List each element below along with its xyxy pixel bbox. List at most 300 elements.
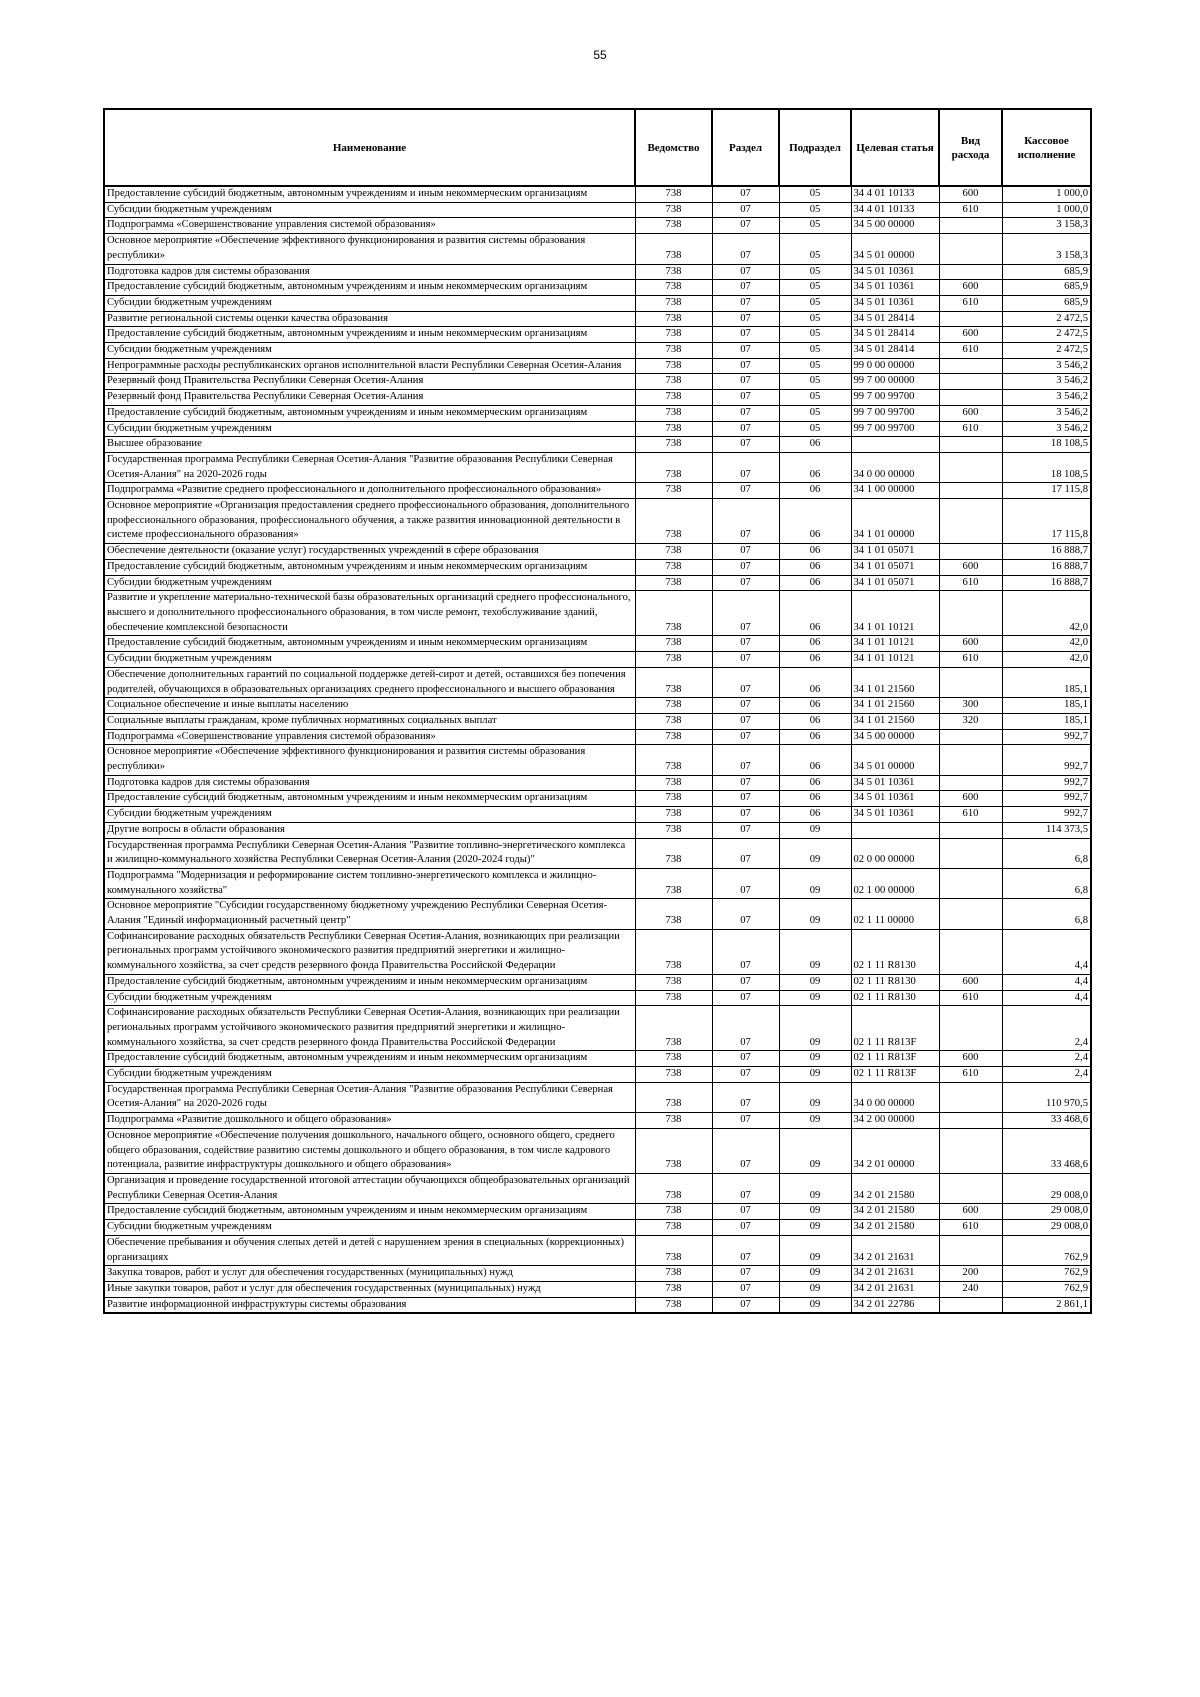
cell-razdel: 07 — [712, 234, 779, 264]
cell-name: Предоставление субсидий бюджетным, автономным учреждениям и иным некоммерческим организациям — [104, 974, 635, 990]
cell-razdel: 07 — [712, 929, 779, 974]
cell-vid-raskhoda — [939, 1082, 1002, 1112]
cell-celevaya-statya: 02 1 11 00000 — [851, 899, 939, 929]
cell-celevaya-statya: 34 2 01 00000 — [851, 1128, 939, 1173]
cell-razdel: 07 — [712, 452, 779, 482]
cell-kassovoe-ispolnenie: 18 108,5 — [1002, 452, 1091, 482]
cell-podrazdel: 09 — [779, 1051, 851, 1067]
cell-razdel: 07 — [712, 202, 779, 218]
cell-vid-raskhoda — [939, 822, 1002, 838]
cell-kassovoe-ispolnenie: 114 373,5 — [1002, 822, 1091, 838]
cell-kassovoe-ispolnenie: 3 158,3 — [1002, 218, 1091, 234]
cell-vedomstvo: 738 — [635, 990, 712, 1006]
cell-name: Закупка товаров, работ и услуг для обеспечения государственных (муниципальных) нужд — [104, 1266, 635, 1282]
cell-name: Социальное обеспечение и иные выплаты населению — [104, 698, 635, 714]
cell-name: Социальные выплаты гражданам, кроме публичных нормативных социальных выплат — [104, 713, 635, 729]
cell-name: Предоставление субсидий бюджетным, автономным учреждениям и иным некоммерческим организациям — [104, 186, 635, 202]
cell-kassovoe-ispolnenie: 2 861,1 — [1002, 1297, 1091, 1313]
cell-name: Основное мероприятие «Обеспечение эффективного функционирования и развития системы образования республики» — [104, 234, 635, 264]
table-row — [104, 202, 1091, 218]
cell-razdel: 07 — [712, 1220, 779, 1236]
cell-vid-raskhoda: 240 — [939, 1281, 1002, 1297]
cell-vedomstvo: 738 — [635, 327, 712, 343]
cell-vid-raskhoda — [939, 868, 1002, 898]
cell-vid-raskhoda: 610 — [939, 990, 1002, 1006]
cell-name: Основное мероприятие «Обеспечение эффективного функционирования и развития системы образования республики» — [104, 745, 635, 775]
cell-vid-raskhoda: 610 — [939, 295, 1002, 311]
cell-celevaya-statya: 99 0 00 00000 — [851, 358, 939, 374]
cell-podrazdel: 09 — [779, 1204, 851, 1220]
cell-name: Иные закупки товаров, работ и услуг для обеспечения государственных (муниципальных) нужд — [104, 1281, 635, 1297]
cell-vedomstvo: 738 — [635, 390, 712, 406]
cell-celevaya-statya: 34 1 01 21560 — [851, 667, 939, 697]
cell-vedomstvo: 738 — [635, 1067, 712, 1083]
cell-razdel: 07 — [712, 1266, 779, 1282]
cell-vedomstvo: 738 — [635, 1006, 712, 1051]
cell-kassovoe-ispolnenie: 762,9 — [1002, 1266, 1091, 1282]
cell-podrazdel: 09 — [779, 1128, 851, 1173]
cell-kassovoe-ispolnenie: 29 008,0 — [1002, 1220, 1091, 1236]
cell-kassovoe-ispolnenie: 3 158,3 — [1002, 234, 1091, 264]
table-row — [104, 452, 1091, 482]
cell-razdel: 07 — [712, 990, 779, 1006]
cell-vid-raskhoda: 300 — [939, 698, 1002, 714]
cell-vedomstvo: 738 — [635, 358, 712, 374]
cell-kassovoe-ispolnenie: 992,7 — [1002, 729, 1091, 745]
cell-vid-raskhoda: 610 — [939, 421, 1002, 437]
cell-name: Организация и проведение государственной итоговой аттестации обучающихся общеобразовательных организаций Республики Северная Осетия-Алания — [104, 1174, 635, 1204]
cell-razdel: 07 — [712, 437, 779, 453]
cell-name: Субсидии бюджетным учреждениям — [104, 575, 635, 591]
cell-name: Подпрограмма «Развитие среднего профессионального и дополнительного профессионального образования» — [104, 483, 635, 499]
cell-name: Субсидии бюджетным учреждениям — [104, 343, 635, 359]
cell-razdel: 07 — [712, 899, 779, 929]
cell-podrazdel: 06 — [779, 729, 851, 745]
cell-name: Обеспечение деятельности (оказание услуг) государственных учреждений в сфере образования — [104, 544, 635, 560]
cell-podrazdel: 09 — [779, 1067, 851, 1083]
cell-razdel: 07 — [712, 405, 779, 421]
cell-vedomstvo: 738 — [635, 234, 712, 264]
table-row — [104, 559, 1091, 575]
cell-name: Субсидии бюджетным учреждениям — [104, 202, 635, 218]
cell-vedomstvo: 738 — [635, 544, 712, 560]
cell-kassovoe-ispolnenie: 42,0 — [1002, 591, 1091, 636]
cell-vedomstvo: 738 — [635, 899, 712, 929]
cell-vid-raskhoda — [939, 374, 1002, 390]
header-row — [104, 109, 1091, 186]
cell-podrazdel: 06 — [779, 559, 851, 575]
cell-vedomstvo: 738 — [635, 405, 712, 421]
cell-razdel: 07 — [712, 1128, 779, 1173]
cell-vid-raskhoda — [939, 483, 1002, 499]
cell-kassovoe-ispolnenie: 16 888,7 — [1002, 544, 1091, 560]
table-row — [104, 713, 1091, 729]
cell-podrazdel: 06 — [779, 591, 851, 636]
cell-podrazdel: 06 — [779, 791, 851, 807]
cell-vid-raskhoda — [939, 745, 1002, 775]
cell-podrazdel: 06 — [779, 437, 851, 453]
cell-kassovoe-ispolnenie: 16 888,7 — [1002, 575, 1091, 591]
cell-kassovoe-ispolnenie: 2 472,5 — [1002, 343, 1091, 359]
table-row — [104, 652, 1091, 668]
cell-razdel: 07 — [712, 374, 779, 390]
cell-razdel: 07 — [712, 745, 779, 775]
cell-name: Предоставление субсидий бюджетным, автономным учреждениям и иным некоммерческим организациям — [104, 280, 635, 296]
table-row — [104, 343, 1091, 359]
table-row — [104, 1082, 1091, 1112]
cell-name: Резервный фонд Правительства Республики Северная Осетия-Алания — [104, 374, 635, 390]
cell-podrazdel: 05 — [779, 264, 851, 280]
cell-podrazdel: 05 — [779, 186, 851, 202]
cell-podrazdel: 06 — [779, 483, 851, 499]
cell-vid-raskhoda — [939, 1297, 1002, 1313]
cell-celevaya-statya: 34 5 01 28414 — [851, 311, 939, 327]
table-row — [104, 544, 1091, 560]
table-header — [104, 109, 1091, 186]
cell-name: Развитие и укрепление материально-технической базы образовательных организаций среднего профессионального, высшего и дополнительного профессионального образования, в том числе ремонт, техобслуживание зданий, обеспечение комплексной безопасности — [104, 591, 635, 636]
cell-razdel: 07 — [712, 327, 779, 343]
table-row — [104, 499, 1091, 544]
cell-name: Подпрограмма «Совершенствование управления системой образования» — [104, 218, 635, 234]
cell-kassovoe-ispolnenie: 17 115,8 — [1002, 483, 1091, 499]
cell-celevaya-statya: 34 2 01 22786 — [851, 1297, 939, 1313]
cell-vedomstvo: 738 — [635, 1082, 712, 1112]
cell-razdel: 07 — [712, 636, 779, 652]
cell-razdel: 07 — [712, 591, 779, 636]
cell-vedomstvo: 738 — [635, 343, 712, 359]
cell-name: Подпрограмма «Совершенствование управления системой образования» — [104, 729, 635, 745]
table-row — [104, 807, 1091, 823]
cell-kassovoe-ispolnenie: 33 468,6 — [1002, 1113, 1091, 1129]
cell-vedomstvo: 738 — [635, 822, 712, 838]
cell-vedomstvo: 738 — [635, 929, 712, 974]
cell-vid-raskhoda — [939, 499, 1002, 544]
cell-podrazdel: 06 — [779, 807, 851, 823]
cell-vid-raskhoda: 610 — [939, 343, 1002, 359]
cell-name: Государственная программа Республики Северная Осетия-Алания "Развитие образования Республики Северная Осетия-Алания" на 2020-2026 годы — [104, 1082, 635, 1112]
cell-podrazdel: 06 — [779, 575, 851, 591]
cell-podrazdel: 09 — [779, 1006, 851, 1051]
table-row — [104, 1113, 1091, 1129]
cell-vedomstvo: 738 — [635, 974, 712, 990]
cell-razdel: 07 — [712, 295, 779, 311]
cell-podrazdel: 06 — [779, 745, 851, 775]
cell-celevaya-statya: 34 1 01 21560 — [851, 713, 939, 729]
cell-vedomstvo: 738 — [635, 295, 712, 311]
cell-vid-raskhoda: 320 — [939, 713, 1002, 729]
cell-vid-raskhoda: 600 — [939, 636, 1002, 652]
header-kassovoe-ispolnenie: Кассовое исполнение — [1002, 109, 1091, 186]
cell-name: Высшее образование — [104, 437, 635, 453]
cell-vid-raskhoda — [939, 544, 1002, 560]
cell-name: Резервный фонд Правительства Республики Северная Осетия-Алания — [104, 390, 635, 406]
cell-name: Основное мероприятие «Организация предоставления среднего профессионального образования, дополнительного профессионального образования, профессионального обучения, а также развития инновационной деятельности в системе профессионального образования» — [104, 499, 635, 544]
cell-vedomstvo: 738 — [635, 1128, 712, 1173]
cell-vedomstvo: 738 — [635, 437, 712, 453]
cell-vid-raskhoda: 610 — [939, 1220, 1002, 1236]
table-row — [104, 838, 1091, 868]
cell-razdel: 07 — [712, 343, 779, 359]
cell-vid-raskhoda — [939, 591, 1002, 636]
table-row — [104, 437, 1091, 453]
cell-vid-raskhoda: 600 — [939, 186, 1002, 202]
cell-kassovoe-ispolnenie: 42,0 — [1002, 652, 1091, 668]
cell-vid-raskhoda: 600 — [939, 327, 1002, 343]
cell-celevaya-statya: 34 5 00 00000 — [851, 729, 939, 745]
cell-vid-raskhoda — [939, 929, 1002, 974]
cell-vedomstvo: 738 — [635, 636, 712, 652]
cell-razdel: 07 — [712, 698, 779, 714]
cell-vedomstvo: 738 — [635, 1204, 712, 1220]
table-row — [104, 295, 1091, 311]
table-row — [104, 390, 1091, 406]
cell-name: Софинансирование расходных обязательств Республики Северная Осетия-Алания, возникающих при реализации региональных программ устойчивого экономического развития предприятий энергетики и жилищно-коммунального хозяйства, за счет средств резервного фонда Правительства Российской Федерации — [104, 929, 635, 974]
cell-razdel: 07 — [712, 264, 779, 280]
cell-vedomstvo: 738 — [635, 186, 712, 202]
cell-vid-raskhoda: 600 — [939, 405, 1002, 421]
cell-celevaya-statya: 34 0 00 00000 — [851, 1082, 939, 1112]
cell-vedomstvo: 738 — [635, 729, 712, 745]
cell-kassovoe-ispolnenie: 2,4 — [1002, 1067, 1091, 1083]
cell-podrazdel: 09 — [779, 1220, 851, 1236]
cell-vid-raskhoda — [939, 264, 1002, 280]
cell-podrazdel: 09 — [779, 1297, 851, 1313]
cell-podrazdel: 06 — [779, 652, 851, 668]
cell-podrazdel: 05 — [779, 327, 851, 343]
cell-celevaya-statya: 99 7 00 99700 — [851, 390, 939, 406]
cell-name: Субсидии бюджетным учреждениям — [104, 1220, 635, 1236]
cell-razdel: 07 — [712, 1281, 779, 1297]
header-vid-raskhoda: Вид расхода — [939, 109, 1002, 186]
cell-vedomstvo: 738 — [635, 807, 712, 823]
table-row — [104, 374, 1091, 390]
cell-kassovoe-ispolnenie: 3 546,2 — [1002, 374, 1091, 390]
cell-kassovoe-ispolnenie: 685,9 — [1002, 264, 1091, 280]
cell-razdel: 07 — [712, 544, 779, 560]
table-row — [104, 483, 1091, 499]
cell-name: Софинансирование расходных обязательств Республики Северная Осетия-Алания, возникающих при реализации региональных программ устойчивого экономического развития предприятий энергетики и жилищно-коммунального хозяйства, за счет средств резервного фонда Правительства Российской Федерации — [104, 1006, 635, 1051]
cell-razdel: 07 — [712, 280, 779, 296]
cell-razdel: 07 — [712, 1235, 779, 1265]
table-row — [104, 990, 1091, 1006]
cell-podrazdel: 09 — [779, 974, 851, 990]
cell-kassovoe-ispolnenie: 2,4 — [1002, 1051, 1091, 1067]
cell-kassovoe-ispolnenie: 3 546,2 — [1002, 358, 1091, 374]
cell-vedomstvo: 738 — [635, 775, 712, 791]
cell-vedomstvo: 738 — [635, 483, 712, 499]
table-row — [104, 791, 1091, 807]
cell-celevaya-statya: 02 1 11 R813F — [851, 1006, 939, 1051]
table-row — [104, 234, 1091, 264]
cell-name: Предоставление субсидий бюджетным, автономным учреждениям и иным некоммерческим организациям — [104, 327, 635, 343]
cell-celevaya-statya: 34 5 01 10361 — [851, 264, 939, 280]
table-row — [104, 667, 1091, 697]
cell-name: Развитие региональной системы оценки качества образования — [104, 311, 635, 327]
cell-podrazdel: 05 — [779, 405, 851, 421]
table-row — [104, 1051, 1091, 1067]
cell-vid-raskhoda — [939, 667, 1002, 697]
page-number: 55 — [593, 48, 607, 62]
table-row — [104, 1067, 1091, 1083]
cell-vedomstvo: 738 — [635, 838, 712, 868]
cell-razdel: 07 — [712, 1006, 779, 1051]
table-row — [104, 1235, 1091, 1265]
cell-vid-raskhoda — [939, 1174, 1002, 1204]
cell-razdel: 07 — [712, 775, 779, 791]
cell-vedomstvo: 738 — [635, 791, 712, 807]
cell-razdel: 07 — [712, 791, 779, 807]
cell-name: Предоставление субсидий бюджетным, автономным учреждениям и иным некоммерческим организациям — [104, 1204, 635, 1220]
table-row — [104, 1006, 1091, 1051]
cell-vedomstvo: 738 — [635, 575, 712, 591]
table-row — [104, 421, 1091, 437]
cell-vid-raskhoda — [939, 390, 1002, 406]
cell-kassovoe-ispolnenie: 18 108,5 — [1002, 437, 1091, 453]
cell-podrazdel: 05 — [779, 295, 851, 311]
table-row — [104, 1281, 1091, 1297]
cell-podrazdel: 05 — [779, 421, 851, 437]
table-row — [104, 575, 1091, 591]
cell-vedomstvo: 738 — [635, 667, 712, 697]
cell-vedomstvo: 738 — [635, 499, 712, 544]
cell-kassovoe-ispolnenie: 992,7 — [1002, 745, 1091, 775]
cell-name: Подготовка кадров для системы образования — [104, 775, 635, 791]
cell-name: Подпрограмма «Развитие дошкольного и общего образования» — [104, 1113, 635, 1129]
cell-celevaya-statya: 34 1 01 10121 — [851, 591, 939, 636]
cell-celevaya-statya: 34 5 01 28414 — [851, 327, 939, 343]
cell-kassovoe-ispolnenie: 33 468,6 — [1002, 1128, 1091, 1173]
cell-kassovoe-ispolnenie: 6,8 — [1002, 838, 1091, 868]
cell-celevaya-statya: 34 1 01 00000 — [851, 499, 939, 544]
cell-podrazdel: 05 — [779, 374, 851, 390]
table-row — [104, 1204, 1091, 1220]
cell-podrazdel: 09 — [779, 868, 851, 898]
cell-name: Субсидии бюджетным учреждениям — [104, 652, 635, 668]
cell-name: Субсидии бюджетным учреждениям — [104, 295, 635, 311]
cell-podrazdel: 09 — [779, 838, 851, 868]
cell-vedomstvo: 738 — [635, 218, 712, 234]
cell-kassovoe-ispolnenie: 185,1 — [1002, 698, 1091, 714]
cell-podrazdel: 05 — [779, 202, 851, 218]
cell-vid-raskhoda — [939, 358, 1002, 374]
table-row — [104, 729, 1091, 745]
table-row — [104, 264, 1091, 280]
table-row — [104, 868, 1091, 898]
cell-vedomstvo: 738 — [635, 559, 712, 575]
cell-name: Подпрограмма "Модернизация и реформирование систем топливно-энергетического комплекса и жилищно-коммунального хозяйства" — [104, 868, 635, 898]
cell-kassovoe-ispolnenie: 2 472,5 — [1002, 327, 1091, 343]
cell-vedomstvo: 738 — [635, 452, 712, 482]
cell-razdel: 07 — [712, 186, 779, 202]
cell-kassovoe-ispolnenie: 3 546,2 — [1002, 390, 1091, 406]
cell-razdel: 07 — [712, 822, 779, 838]
cell-vedomstvo: 738 — [635, 591, 712, 636]
table-row — [104, 358, 1091, 374]
header-vedomstvo: Ведомство — [635, 109, 712, 186]
cell-celevaya-statya: 34 5 01 10361 — [851, 807, 939, 823]
cell-celevaya-statya: 34 1 01 05071 — [851, 559, 939, 575]
cell-celevaya-statya: 34 2 01 21580 — [851, 1220, 939, 1236]
cell-kassovoe-ispolnenie: 16 888,7 — [1002, 559, 1091, 575]
cell-celevaya-statya: 34 5 01 00000 — [851, 234, 939, 264]
cell-celevaya-statya: 34 1 01 05071 — [851, 575, 939, 591]
cell-kassovoe-ispolnenie: 762,9 — [1002, 1235, 1091, 1265]
cell-razdel: 07 — [712, 390, 779, 406]
cell-celevaya-statya: 34 5 01 00000 — [851, 745, 939, 775]
cell-razdel: 07 — [712, 1051, 779, 1067]
cell-celevaya-statya: 34 2 00 00000 — [851, 1113, 939, 1129]
table-row — [104, 775, 1091, 791]
cell-razdel: 07 — [712, 868, 779, 898]
table-row — [104, 636, 1091, 652]
cell-celevaya-statya: 34 2 01 21580 — [851, 1174, 939, 1204]
cell-kassovoe-ispolnenie: 3 546,2 — [1002, 421, 1091, 437]
cell-podrazdel: 09 — [779, 1113, 851, 1129]
cell-vedomstvo: 738 — [635, 745, 712, 775]
cell-vedomstvo: 738 — [635, 264, 712, 280]
cell-celevaya-statya: 34 5 01 28414 — [851, 343, 939, 359]
cell-vid-raskhoda — [939, 234, 1002, 264]
cell-vedomstvo: 738 — [635, 1297, 712, 1313]
cell-razdel: 07 — [712, 575, 779, 591]
cell-razdel: 07 — [712, 729, 779, 745]
cell-podrazdel: 05 — [779, 280, 851, 296]
table-row — [104, 899, 1091, 929]
cell-celevaya-statya: 34 5 01 10361 — [851, 295, 939, 311]
cell-kassovoe-ispolnenie: 992,7 — [1002, 775, 1091, 791]
cell-podrazdel: 09 — [779, 1281, 851, 1297]
cell-razdel: 07 — [712, 483, 779, 499]
cell-podrazdel: 05 — [779, 218, 851, 234]
table-row — [104, 1220, 1091, 1236]
cell-name: Основное мероприятие "Субсидии государственному бюджетному учреждению Республики Северная Осетия-Алания "Единый информационный расчетный центр" — [104, 899, 635, 929]
cell-celevaya-statya: 99 7 00 99700 — [851, 421, 939, 437]
cell-name: Субсидии бюджетным учреждениям — [104, 807, 635, 823]
cell-name: Основное мероприятие «Обеспечение получения дошкольного, начального общего, основного общего, среднего общего образования, содействие развитию системы дошкольного и общего образования, в том числе кадрового потенциала, развитие инфраструктуры дошкольного и общего образования» — [104, 1128, 635, 1173]
cell-podrazdel: 09 — [779, 1235, 851, 1265]
cell-razdel: 07 — [712, 499, 779, 544]
cell-podrazdel: 06 — [779, 636, 851, 652]
cell-razdel: 07 — [712, 1174, 779, 1204]
cell-razdel: 07 — [712, 358, 779, 374]
cell-vedomstvo: 738 — [635, 202, 712, 218]
table-row — [104, 745, 1091, 775]
cell-name: Субсидии бюджетным учреждениям — [104, 421, 635, 437]
cell-vid-raskhoda — [939, 729, 1002, 745]
cell-vid-raskhoda — [939, 1113, 1002, 1129]
cell-vid-raskhoda: 600 — [939, 791, 1002, 807]
cell-podrazdel: 06 — [779, 713, 851, 729]
cell-vid-raskhoda — [939, 1235, 1002, 1265]
cell-kassovoe-ispolnenie: 185,1 — [1002, 667, 1091, 697]
cell-kassovoe-ispolnenie: 685,9 — [1002, 295, 1091, 311]
budget-table — [103, 108, 1092, 1314]
cell-kassovoe-ispolnenie: 992,7 — [1002, 791, 1091, 807]
cell-vid-raskhoda — [939, 311, 1002, 327]
cell-vid-raskhoda: 610 — [939, 202, 1002, 218]
table-row — [104, 1128, 1091, 1173]
header-razdel: Раздел — [712, 109, 779, 186]
cell-vid-raskhoda: 610 — [939, 1067, 1002, 1083]
cell-podrazdel: 09 — [779, 990, 851, 1006]
table-row — [104, 974, 1091, 990]
cell-celevaya-statya: 34 1 01 10121 — [851, 636, 939, 652]
table-row — [104, 929, 1091, 974]
cell-kassovoe-ispolnenie: 42,0 — [1002, 636, 1091, 652]
cell-name: Развитие информационной инфраструктуры системы образования — [104, 1297, 635, 1313]
cell-celevaya-statya: 34 2 01 21631 — [851, 1235, 939, 1265]
cell-vedomstvo: 738 — [635, 1051, 712, 1067]
